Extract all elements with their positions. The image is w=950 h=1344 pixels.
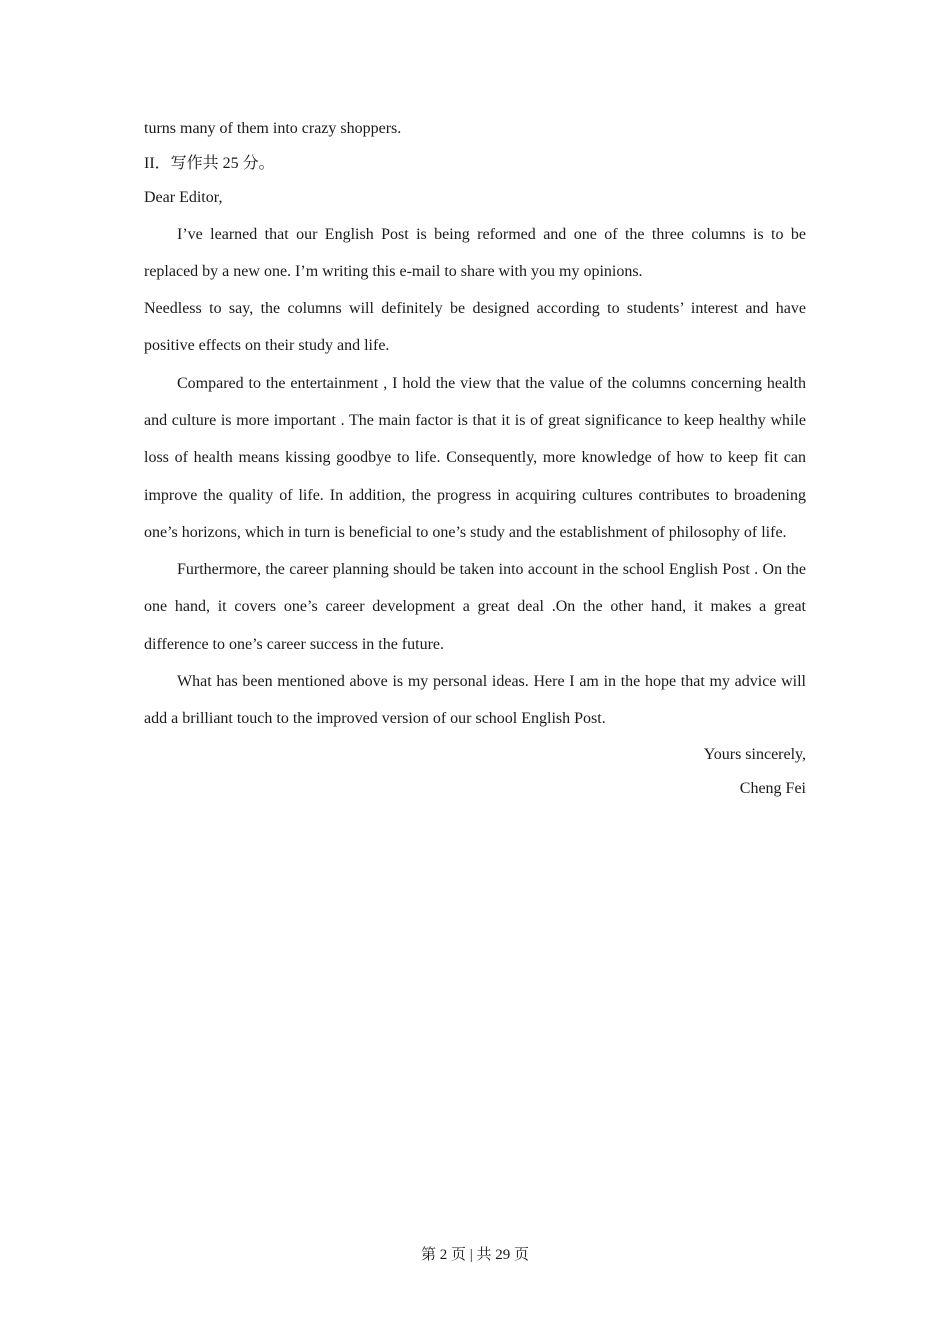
paragraph-health-culture: Compared to the entertainment , I hold the view that the value of the columns concerning health and culture is more important . The main factor is that it is of great significance to keep healthy while loss of health means kissing goodbye to life. Consequently, more knowledge of how to keep fit can improve the quality of life. In addition, the progress in acquiring cultures contributes to broadening one’s horizons, which in turn is beneficial to one’s study and the establishment of philosophy of life. bbox=[144, 374, 806, 541]
salutation: Dear Editor, bbox=[144, 189, 223, 206]
paragraph-intro: I’ve learned that our English Post is being reformed and one of the three columns is to be replaced by a new one. I’m writing this e-mail to share with you my opinions. bbox=[144, 225, 806, 280]
paragraph-needless: Needless to say, the columns will definitely be designed according to students’ interest and have positive effects on their study and life. bbox=[144, 300, 806, 355]
signature: Cheng Fei bbox=[739, 780, 806, 798]
closing: Yours sincerely, bbox=[703, 745, 806, 763]
page-content bbox=[144, 112, 806, 807]
paragraph-conclusion: What has been mentioned above is my personal ideas. Here I am in the hope that my advice will add a brilliant touch to the improved version of our school English Post. bbox=[144, 673, 806, 728]
page-footer: 第 2 页 | 共 29 页 bbox=[420, 1247, 529, 1263]
continuation-line: turns many of them into crazy shoppers. bbox=[144, 120, 402, 137]
paragraph-career: Furthermore, the career planning should be taken into account in the school English Post . On the one hand, it covers one’s career development a great deal .On the other hand, it makes a great difference to one’s career success in the future. bbox=[144, 561, 806, 653]
section-heading: II．写作共 25 分。 bbox=[144, 154, 275, 172]
